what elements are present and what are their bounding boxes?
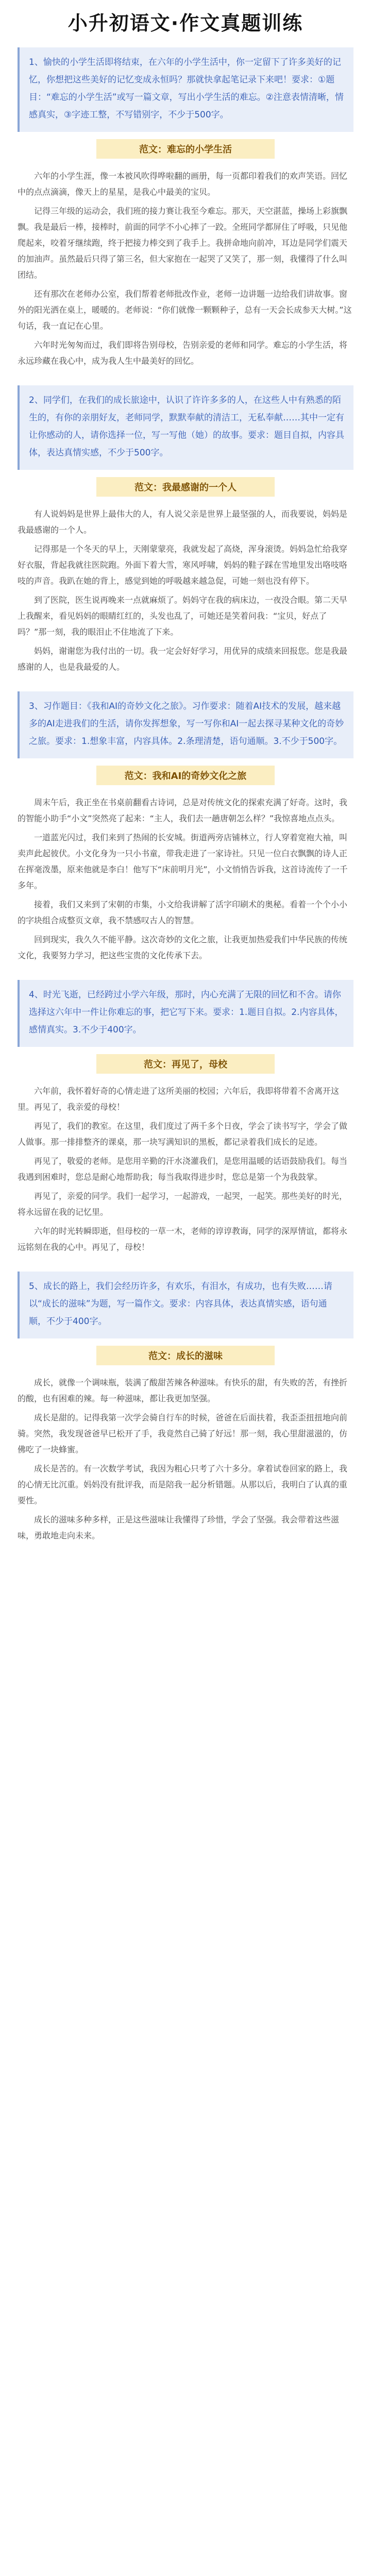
prompt-text: 4、时光飞逝，已经跨过小学六年级，那时，内心充满了无限的回忆和不舍。请你选择这六年中一件让你难忘的事，把它写下来。要求：1.题目自拟。2.内容具体，感情真实。3.不少于400字。 (29, 990, 344, 1035)
section-divider (18, 1258, 353, 1272)
essay-section (0, 1272, 371, 1560)
prompt-box (18, 1272, 353, 1338)
prompt-text: 1、愉快的小学生活即将结束，在六年的小学生活中，你一定留下了许多美好的记忆，你想把这些美好的记忆变成永恒吗？那就快拿起笔记录下来吧！要求：①题目：“难忘的小学生活”或写一篇文章，写出小学生活的难忘。②注意表情清晰，情感真实，③字迹工整，不写错别字，不少于500字。 (29, 57, 344, 120)
essay-paragraph: 妈妈，谢谢您为我付出的一切。我一定会好好学习，用优异的成绩来回报您。您是我最感谢的人，也是我最爱的人。 (18, 646, 348, 672)
essay-paragraph: 六年前，我怀着好奇的心情走进了这所美丽的校园；六年后，我即将带着不舍离开这里。再见了，我亲爱的母校！ (18, 1086, 340, 1112)
section-divider (18, 372, 353, 385)
prompt-box (18, 385, 353, 470)
essay-paragraph: 成长是甜的。记得我第一次学会骑自行车的时候，爸爸在后面扶着，我歪歪扭扭地向前骑。突然，我发现爸爸早已松开了手，我竟然自己骑了好远！那一刻，我心里甜滋滋的，仿佛吃了一块蜂蜜。 (18, 1413, 348, 1454)
essay-body (18, 794, 353, 963)
section-divider (18, 1547, 353, 1560)
essay-title: 范文：我最感谢的一个人 (96, 477, 275, 497)
essay-title: 范文：再见了，母校 (96, 1054, 275, 1074)
essay-paragraph: 周末午后，我正坐在书桌前翻看古诗词，总是对传统文化的探索充满了好奇。这时，我的智能小助手“小文”突然亮了起来：“主人，我们去一趟唐朝怎么样？”我惊喜地点点头。 (18, 798, 348, 823)
essay-paragraph: 到了医院，医生说再晚来一点就麻烦了。妈妈守在我的病床边，一夜没合眼。第二天早上我醒来，看见妈妈的眼睛红红的，头发也乱了，可她还是笑着问我：“宝贝，好点了吗？”那一刻，我的眼泪止不住地流了下来。 (18, 595, 348, 637)
essay-paragraph: 一道蓝光闪过，我们来到了热闹的长安城。街道两旁店铺林立，行人穿着宽袍大袖，叫卖声此起彼伏。小文化身为一只小书童，带我走进了一家诗社。只见一位白衣飘飘的诗人正在挥毫泼墨，原来他就是李白！他写下“床前明月光”，小文悄悄告诉我，这首诗流传了一千多年。 (18, 833, 348, 890)
prompt-text: 2、同学们，在我们的成长旅途中，认识了许许多多的人，在这些人中有熟悉的陌生的，有你的亲朋好友，老师同学，默默奉献的清洁工，无私奉献……其中一定有让你感动的人，请你选择一位，写一写他（她）的故事。要求：题目自拟，内容具体，表达真情实感，不少于500字。 (29, 395, 344, 458)
essay-paragraph: 有人说妈妈是世界上最伟大的人，有人说父亲是世界上最坚强的人，而我要说，妈妈是我最感谢的一个人。 (18, 509, 348, 535)
essay-paragraph: 六年的时光转瞬即逝，但母校的一草一木，老师的谆谆教诲，同学的深厚情谊，都将永远铭刻在我的心中。再见了，母校！ (18, 1226, 348, 1252)
essay-paragraph: 还有那次在老师办公室，我们帮着老师批改作业，老师一边讲题一边给我们讲故事。窗外的阳光洒在桌上，暖暖的。老师说：“你们就像一颗颗种子，总有一天会长成参天大树。”这句话，我一直记在心里。 (18, 289, 352, 331)
essay-body (18, 1375, 353, 1544)
essay-paragraph: 成长的滋味多种多样，正是这些滋味让我懂得了珍惜，学会了坚强。我会带着这些滋味，勇敢地走向未来。 (18, 1515, 340, 1540)
prompt-box (18, 980, 353, 1047)
essay-body (18, 1083, 353, 1255)
essay-paragraph: 成长，就像一个调味瓶，装满了酸甜苦辣各种滋味。有快乐的甜，有失败的苦，有挫折的酸，也有困难的辣。每一种滋味，都让我更加坚强。 (18, 1378, 348, 1403)
sections-container (0, 47, 371, 1560)
essay-section (0, 385, 371, 691)
essay-paragraph: 成长是苦的。有一次数学考试，我因为粗心只考了六十多分。拿着试卷回家的路上，我的心情无比沉重。妈妈没有批评我，而是陪我一起分析错题。从那以后，我明白了认真的重要性。 (18, 1464, 348, 1505)
essay-paragraph: 记得三年级的运动会，我们班的接力赛让我至今难忘。那天，天空湛蓝，操场上彩旗飘飘。我是最后一棒，接棒时，前面的同学不小心摔了一跤。全班同学都屏住了呼吸，只见他爬起来，咬着牙继续跑，终于把接力棒交到了我手上。我拼命地向前冲，耳边是同学们震天的加油声。虽然最后只得了第三名，但大家抱在一起哭了又笑了，那一刻，我懂得了什么叫团结。 (18, 206, 348, 280)
essay-section (0, 691, 371, 980)
essay-title: 范文：成长的滋味 (96, 1346, 275, 1365)
essay-title: 范文：我和AI的奇妙文化之旅 (96, 766, 275, 785)
essay-section (0, 980, 371, 1272)
essay-paragraph: 回到现实，我久久不能平静。这次奇妙的文化之旅，让我更加热爱我们中华民族的传统文化，我要努力学习，把这些宝贵的文化传承下去。 (18, 935, 348, 960)
essay-body (18, 506, 353, 675)
essay-paragraph: 再见了，敬爱的老师。是您用辛勤的汗水浇灌我们，是您用温暖的话语鼓励我们。每当我遇到困难时，您总是耐心地帮助我；每当我取得进步时，您总是第一个为我鼓掌。 (18, 1156, 348, 1182)
essay-paragraph: 再见了，我们的教室。在这里，我们度过了两千多个日夜，学会了读书写字，学会了做人做事。那一排排整齐的课桌，那一块写满知识的黑板，都记录着我们成长的足迹。 (18, 1121, 348, 1147)
essay-paragraph: 接着，我们又来到了宋朝的市集，小文给我讲解了活字印刷术的奥秘。看着一个个小小的字块组合成整页文章，我不禁感叹古人的智慧。 (18, 900, 348, 925)
essay-paragraph: 六年的小学生涯，像一本被风吹得哗啦翻的画册，每一页都印着我们的欢声笑语。回忆中的点点滴滴，像天上的星星，是我心中最美的宝贝。 (18, 171, 348, 197)
essay-paragraph: 六年时光匆匆而过，我们即将告别母校，告别亲爱的老师和同学。难忘的小学生活，将永远珍藏在我心中，成为我人生中最美好的回忆。 (18, 340, 348, 366)
prompt-text: 5、成长的路上，我们会经历许多，有欢乐，有泪水，有成功，也有失败……请以“成长的滋味”为题，写一篇作文。要求：内容具体，表达真情实感，语句通顺，不少于400字。 (29, 1281, 332, 1327)
essay-body (18, 168, 353, 369)
essay-paragraph: 记得那是一个冬天的早上，天刚蒙蒙亮，我就发起了高烧，浑身滚烫。妈妈急忙给我穿好衣服，背起我就往医院跑。外面下着大雪，寒风呼啸，妈妈的鞋子踩在雪地里发出咯吱咯吱的声音。我趴在她的背上，感觉到她的呼吸越来越急促，可她一刻也没有停下。 (18, 544, 348, 586)
prompt-box (18, 47, 353, 132)
page-title: 小升初语文·作文真题训练 (68, 12, 303, 35)
section-divider (18, 967, 353, 980)
section-divider (18, 678, 353, 691)
prompt-box (18, 691, 353, 758)
essay-title: 范文：难忘的小学生活 (96, 139, 275, 159)
essay-paragraph: 再见了，亲爱的同学。我们一起学习，一起游戏，一起哭，一起笑。那些美好的时光，将永远留在我的记忆里。 (18, 1191, 348, 1217)
essay-section (0, 47, 371, 385)
prompt-text: 3、习作题目：《我和AI的奇妙文化之旅》。习作要求：随着AI技术的发展，越来越多的AI走进我们的生活，请你发挥想象，写一写你和AI一起去探寻某种文化的奇妙之旅。要求：1.想象丰富，内容具体。2.条理清楚，语句通顺。3.不少于500字。 (29, 701, 344, 747)
